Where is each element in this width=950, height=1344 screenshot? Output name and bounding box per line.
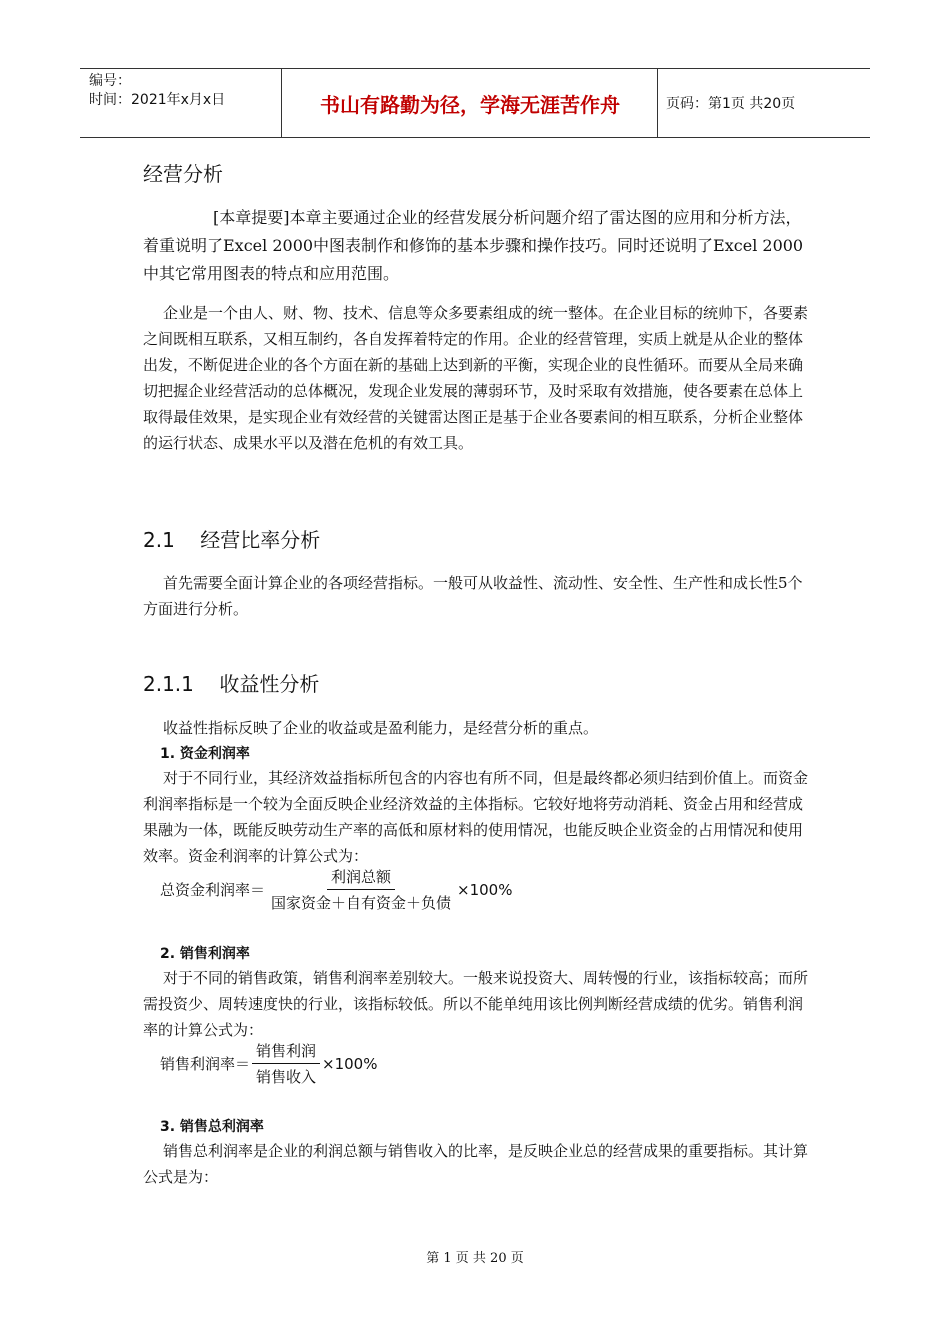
formula-numerator: 销售利润 (252, 1040, 320, 1064)
formula-numerator: 利润总额 (327, 866, 395, 890)
item-3-title: 3. 销售总利润率 (160, 1119, 264, 1135)
formula-fraction (267, 866, 455, 913)
formula-denominator: 销售收入 (256, 1068, 317, 1086)
chapter-title: 经营分析 (143, 162, 223, 186)
formula-fraction (252, 1040, 320, 1087)
chapter-abstract: [本章提要]本章主要通过企业的经营发展分析问题介绍了雷达图的应用和分析方法，着重说明了Excel 2000中图表制作和修饰的基本步骤和操作技巧。同时还说明了Excel 2000中其它常用图表的特点和应用范围。 (143, 208, 804, 283)
page-footer: 第 1 页 共 20 页 (426, 1251, 524, 1266)
number-label: 编号： (89, 73, 131, 89)
formula-lhs: 总资金利润率＝ (160, 881, 266, 899)
page-header (80, 68, 870, 138)
formula-sales-profit-rate (160, 1040, 377, 1087)
section-2-1-text: 首先需要全面计算企业的各项经营指标。一般可从收益性、流动性、安全性、生产性和成长性5个方面进行分析。 (143, 574, 803, 618)
item-3-text: 销售总利润率是企业的利润总额与销售收入的比率，是反映企业总的经营成果的重要指标。其计算公式是为： (143, 1142, 809, 1186)
time-label: 时间：2021年x月x日 (89, 92, 226, 108)
header-page-info: 页码：第1页 共20页 (666, 96, 796, 112)
formula-lhs: 销售利润率＝ (160, 1055, 251, 1073)
formula-rhs: ×100% (322, 1054, 378, 1073)
formula-denominator: 国家资金＋自有资金＋负债 (271, 894, 452, 912)
header-meta (80, 69, 282, 137)
item-1-title: 1. 资金利润率 (160, 746, 250, 762)
intro-paragraph: 企业是一个由人、财、物、技术、信息等众多要素组成的统一整体。在企业目标的统帅下，各要素之间既相互联系，又相互制约，各自发挥着特定的作用。企业的经营管理，实质上就是从企业的整体出发，不断促进企业的各个方面在新的基础上达到新的平衡，实现企业的良性循环。而要从全局来确切把握企业经营活动的总体概况，发现企业发展的薄弱环节，及时采取有效措施，使各要素在总体上取得最佳效果，是实现企业有效经营的关键雷达图正是基于企业各要素间的相互联系，分析企业整体的运行状态、成果水平以及潜在危机的有效工具。 (143, 304, 809, 452)
formula-capital-profit-rate (160, 866, 512, 913)
item-2-title: 2. 销售利润率 (160, 946, 250, 962)
section-heading-2-1: 2.1 经营比率分析 (143, 528, 321, 552)
section-heading-2-1-1: 2.1.1 收益性分析 (143, 672, 320, 696)
item-2-text: 对于不同的销售政策，销售利润率差别较大。一般来说投资大、周转慢的行业，该指标较高；而所需投资少、周转速度快的行业，该指标较低。所以不能单纯用该比例判断经营成绩的优劣。销售利润率的计算公式为： (143, 969, 809, 1039)
section-2-1-1-text: 收益性指标反映了企业的收益或是盈利能力，是经营分析的重点。 (163, 719, 599, 737)
item-1-text: 对于不同行业，其经济效益指标所包含的内容也有所不同，但是最终都必须归结到价值上。而资金利润率指标是一个较为全面反映企业经济效益的主体指标。它较好地将劳动消耗、资金占用和经营成果融为一体，既能反映劳动生产率的高低和原材料的使用情况，也能反映企业资金的占用情况和使用效率。资金利润率的计算公式为： (143, 769, 809, 865)
formula-rhs: ×100% (457, 880, 513, 899)
header-motto: 书山有路勤为径，学海无涯苦作舟 (283, 69, 658, 137)
